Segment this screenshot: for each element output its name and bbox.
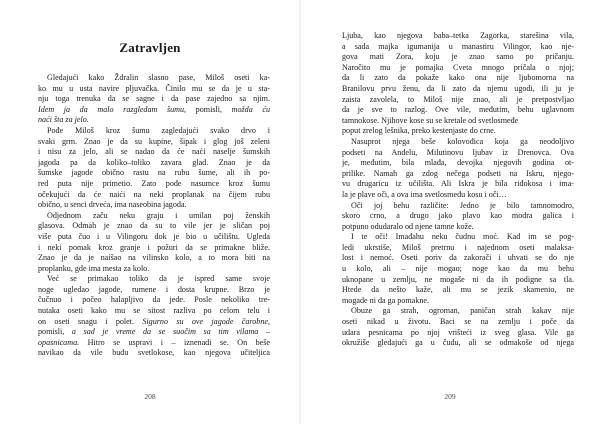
text-line: i nisu za jelo, ali se nadao da će naći naselje šumskih bbox=[38, 147, 270, 157]
text-line: Pođe Miloš kroz šumu zagledajući svako drvo i bbox=[47, 125, 270, 135]
text-line: pomisli, a sad je vreme da se suočim sa tim vilama – bbox=[38, 327, 270, 337]
text-line: Ljuba, kao njegova baba–tetka Zagorka, starešina vila, bbox=[342, 31, 574, 40]
text-line: očekujući da će naići na neki proplanak na čijem rubu bbox=[38, 189, 270, 199]
text-line: ledi ukrstiše, Miloš pretrnu i najednom oseti malaksa- bbox=[342, 242, 574, 252]
text-line: prilike. Namah ga zdog nečega podseti na Iskru, njego- bbox=[342, 168, 574, 178]
text-line: Već se primakao toliko da je ispred same svoje bbox=[47, 274, 270, 284]
text-line: naći šta za jelo. bbox=[38, 115, 89, 125]
text-line: ko mu u usta navire pljuvačka. Činilo mu se da je u sta- bbox=[38, 83, 270, 93]
text-line: Obuze ga strah, ogroman, paničan strah kakav nije bbox=[351, 306, 574, 316]
text-line: Naročito mu je pomajka Cveta mnogo pričala o njoj; bbox=[342, 62, 574, 72]
text-line: Branilovu prvu ženu, da li zato da njemu ugodi, ili ju je bbox=[342, 83, 574, 93]
text-line: on oseti snagu i polet. Sigurno su ove jagode čarobne, bbox=[38, 316, 270, 326]
text-line: skoro crno, a drugo jako plavo kao modra galica i bbox=[342, 211, 574, 221]
text-line: udara pesnicama po njoj vrišteći iz sveg glasa. Vile ga bbox=[342, 327, 574, 337]
text-line: da je sve to razlog. Ove vile, međutim, behu uglavnom bbox=[342, 105, 574, 115]
text-line: je, međutim, bila mlađa, devojka njegovih godina ot- bbox=[342, 158, 574, 168]
text-line: čučnuo i počeo halapljivo da jede. Posle nekoliko tre- bbox=[38, 295, 270, 305]
text-line: šumske jagode obično rastu na rubu šume, ali ih po- bbox=[38, 168, 270, 178]
text-line: zaista zavolela, to Miloš nije znao, ali je pretpostvljao bbox=[342, 94, 574, 104]
left-page-text bbox=[38, 73, 270, 359]
text-line: Odjednom začu neku graju i umilan poj ženskih bbox=[47, 210, 270, 220]
text-line: la je plave oči, a ova ima svetlosmeđu kosu i oči… bbox=[342, 189, 507, 199]
text-line: podseti na Anđelu, Milutinovu ljubav iz Drenovca. Ova bbox=[342, 147, 574, 157]
text-line: I te oči! Imađahu neku čudnu moć. Kad im se pog- bbox=[351, 232, 574, 242]
text-line: u kolo, ali – nije mogao; noge kao da mu behu bbox=[342, 264, 574, 274]
text-line: poput zrelog lešnika, preko kestenjaste do crne. bbox=[342, 126, 496, 136]
text-line: glasova. Odmah je znao da su to vile jer je sličan poj bbox=[38, 221, 270, 231]
text-line: obično, u senci drveća, ima naseobina jagoda. bbox=[38, 200, 187, 210]
text-line: Znao je da je naišao na vilinsko kolo, a to mora biti na bbox=[38, 253, 270, 263]
chapter-title: Zatravljen bbox=[119, 40, 181, 55]
text-line: proplanku, gde ima mesta za kolo. bbox=[38, 263, 150, 273]
text-line: i neki pomak kroz granje i požuri da se primakne bliže. bbox=[38, 242, 270, 252]
text-line: uknopane u zemlju, ne mogaše ni da ih podigne sa tla. bbox=[342, 274, 574, 284]
right-page-text bbox=[342, 31, 574, 349]
text-line: mogade ni da ga pomakne. bbox=[342, 295, 429, 305]
text-line: potpuno odudaralo od njene tamne kože. bbox=[342, 221, 474, 231]
text-line: nju toga trenuka da se sagne i da pase zajedno sa njim. bbox=[38, 94, 270, 104]
text-line: navikao da vile budu svetlokose, kao njegova učiteljica bbox=[38, 348, 270, 358]
text-line: tamnokose. Njihove kose su se kretale od svetlosmeđe bbox=[342, 115, 519, 125]
text-line: vu drugaricu iz učilišta. Ali Iskra je bila riđokosa i ima- bbox=[342, 179, 574, 189]
left-page-number: 208 bbox=[144, 392, 156, 401]
right-page-number: 209 bbox=[444, 392, 456, 401]
text-line: više puta čuo i u Vilingoru dok je bio u učilištu. Ugleda bbox=[38, 231, 270, 241]
text-line: Nasuprot njega beše kolovođica koja ga neodoljivo bbox=[351, 136, 574, 146]
text-line: jagoda pa da koliko–toliko zavara glad. Znao je da bbox=[38, 157, 270, 167]
text-line: Htede da nešto kaže, ali mu se jezik skamenio, ne bbox=[342, 285, 574, 295]
text-line: noge ugledao jagode, rumene i dosta krupne. Brzo je bbox=[38, 284, 270, 294]
text-line: a sada majka igumanija u manastiru Vilingor, kao nje- bbox=[342, 41, 574, 51]
text-line: okružiše gledajući ga u čudu, ali se odmakoše od njega bbox=[342, 338, 574, 348]
text-line: nutaka oseti kako mu se sitost razliva po celom telu i bbox=[38, 306, 270, 316]
text-line: Gledajući kako Ždralin slasno pase, Miloš oseti ka- bbox=[47, 73, 270, 82]
text-line: Idem ja da malo razgledam šumu, pomisli, možda ću bbox=[38, 104, 270, 114]
text-line: lost i nemoć. Oseti poriv da zakorači i uhvati se do nje bbox=[342, 253, 574, 263]
text-line: red puta nije primetio. Zato pođe nasumce kroz šumu bbox=[38, 178, 270, 188]
text-line: opasnicama. Hitro se uspravi i – iznenadi se. On beše bbox=[38, 337, 270, 347]
text-line: da li zato da pokaže kako ona nije ljubomorna na bbox=[342, 73, 574, 83]
text-line: gova mati Zora, koju je znao samo po pričanju. bbox=[342, 52, 574, 62]
right-page bbox=[300, 0, 600, 424]
text-line: svaki grm. Znao je da su kupine, šipak i glog još zeleni bbox=[38, 136, 270, 146]
text-line: Oči joj behu različite: Jedno je bilo tamnomodro, bbox=[351, 200, 574, 210]
text-line: oseti nikad u životu. Baci se na zemlju i poče da bbox=[342, 317, 574, 327]
